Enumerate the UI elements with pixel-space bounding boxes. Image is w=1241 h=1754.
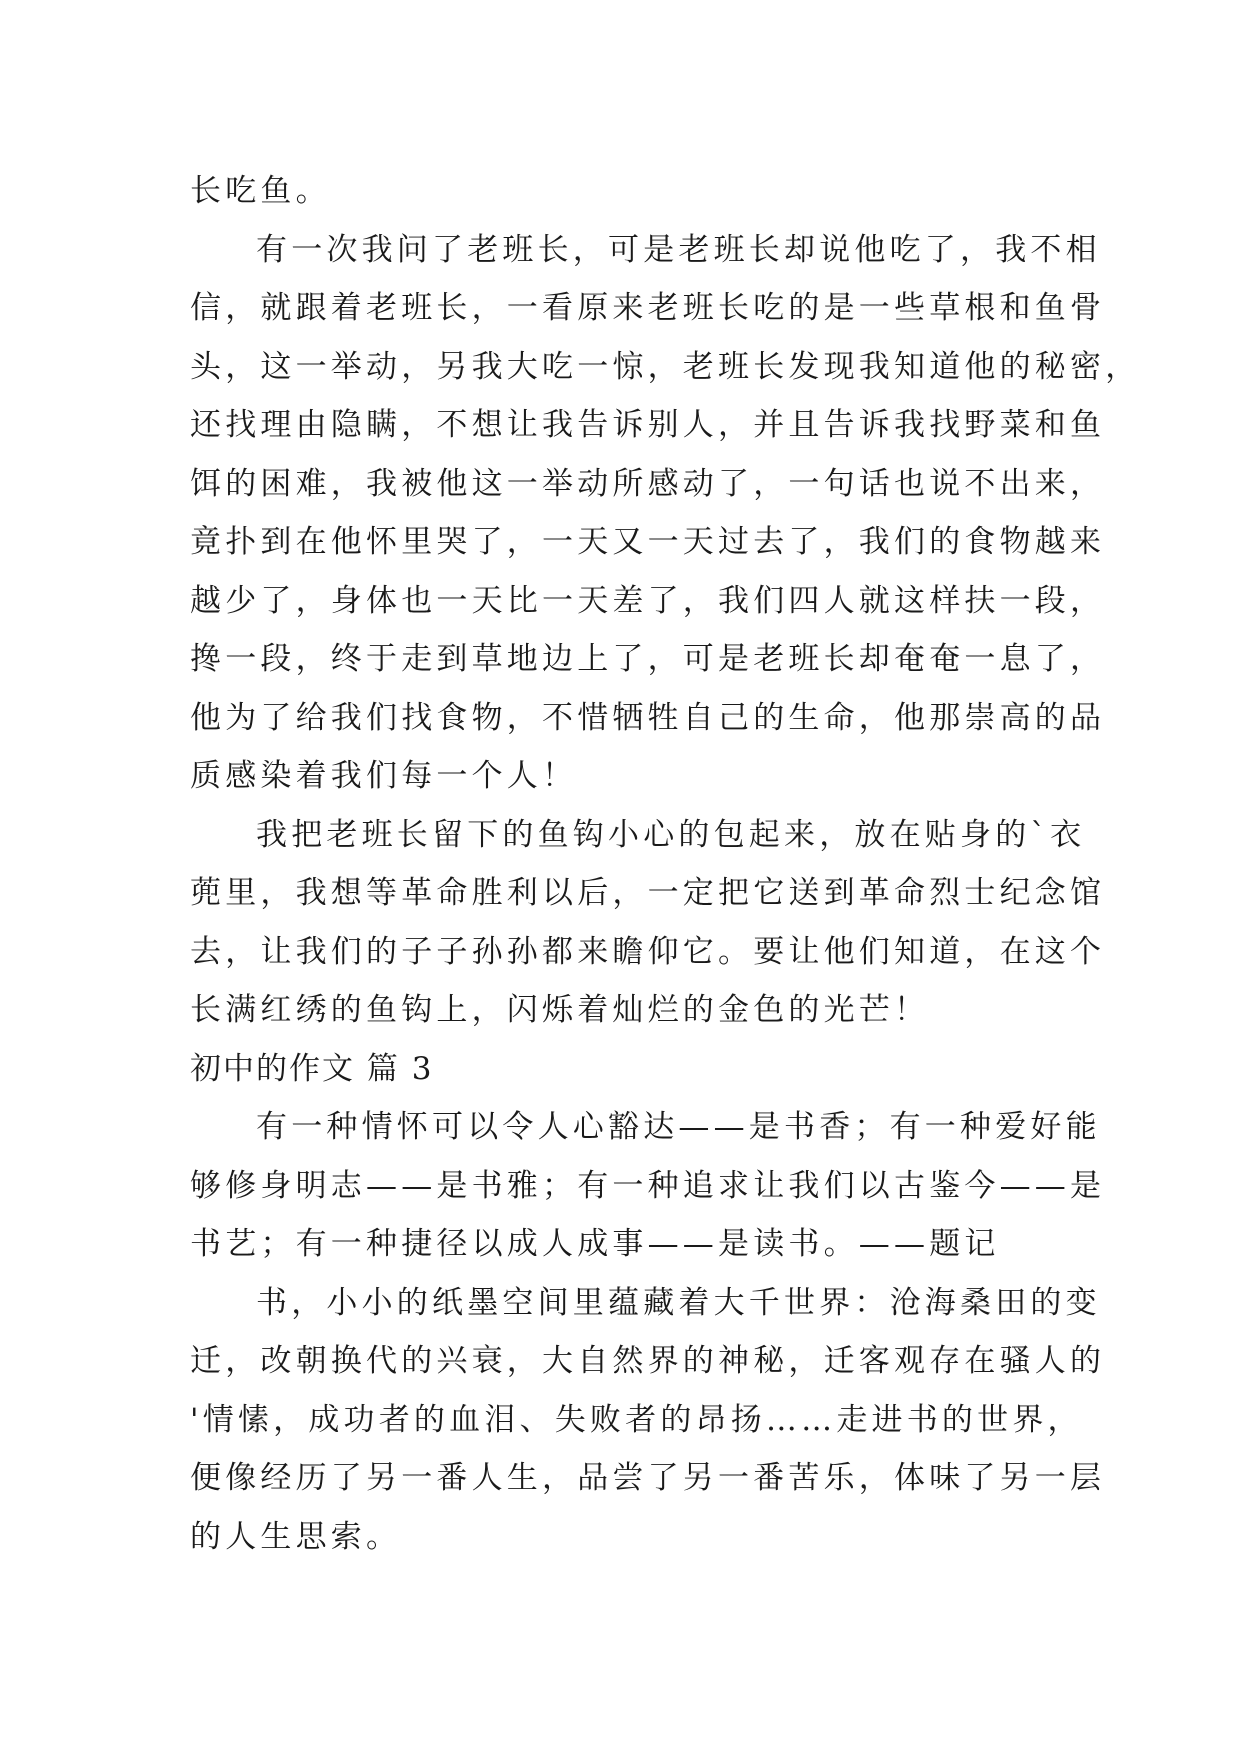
text-line: 竟扑到在他怀里哭了，一天又一天过去了，我们的食物越来 xyxy=(190,524,1106,560)
text-line: 搀一段，终于走到草地边上了，可是老班长却奄奄一息了， xyxy=(190,641,1106,677)
text-line: 越少了，身体也一天比一天差了，我们四人就这样扶一段， xyxy=(190,582,1106,619)
text-line: 书艺；有一种捷径以成人成事——是读书。——题记 xyxy=(190,1226,1000,1262)
paragraph-first-line: 有一种情怀可以令人心豁达——是书香；有一种爱好能 xyxy=(256,1109,1101,1145)
text-line: 便像经历了另一番人生，品尝了另一番苦乐，体味了另一层 xyxy=(190,1460,1106,1496)
paragraph-first-line: 我把老班长留下的鱼钩小心的包起来，放在贴身的`衣 xyxy=(256,816,1086,853)
text-line: 迁，改朝换代的兴衰，大自然界的神秘，迁客观存在骚人的 xyxy=(190,1343,1106,1379)
text-line: 质感染着我们每一个人！ xyxy=(190,758,578,794)
section-heading: 初中的作文 篇 3 xyxy=(190,1050,434,1087)
text-line: 去，让我们的子子孙孙都来瞻仰它。要让他们知道，在这个 xyxy=(190,933,1106,970)
paragraph-first-line: 书，小小的纸墨空间里蕴藏着大千世界：沧海桑田的变 xyxy=(256,1284,1101,1321)
text-line: 长满红绣的鱼钩上，闪烁着灿烂的金色的光芒！ xyxy=(190,992,930,1028)
document-body xyxy=(190,162,1141,1566)
text-line: 头，这一举动，另我大吃一惊，老班长发现我知道他的秘密， xyxy=(190,348,1141,385)
text-line: 蔸里，我想等革命胜利以后，一定把它送到革命烈士纪念馆 xyxy=(190,875,1106,911)
text-line: 他为了给我们找食物，不惜牺牲自己的生命，他那崇高的品 xyxy=(190,699,1106,736)
paragraph-first-line: 有一次我问了老班长，可是老班长却说他吃了，我不相 xyxy=(256,231,1101,268)
text-line: 够修身明志——是书雅；有一种追求让我们以古鉴今——是 xyxy=(190,1167,1106,1204)
text-line: 饵的困难，我被他这一举动所感动了，一句话也说不出来， xyxy=(190,465,1106,502)
text-line: 的人生思索。 xyxy=(190,1518,402,1555)
text-line: 长吃鱼。 xyxy=(190,173,331,209)
text-line: '情愫，成功者的血泪、失败者的昂扬……走进书的世界， xyxy=(190,1401,1083,1438)
text-line: 还找理由隐瞒，不想让我告诉别人，并且告诉我找野菜和鱼 xyxy=(190,407,1106,443)
text-line: 信，就跟着老班长，一看原来老班长吃的是一些草根和鱼骨 xyxy=(190,290,1106,326)
